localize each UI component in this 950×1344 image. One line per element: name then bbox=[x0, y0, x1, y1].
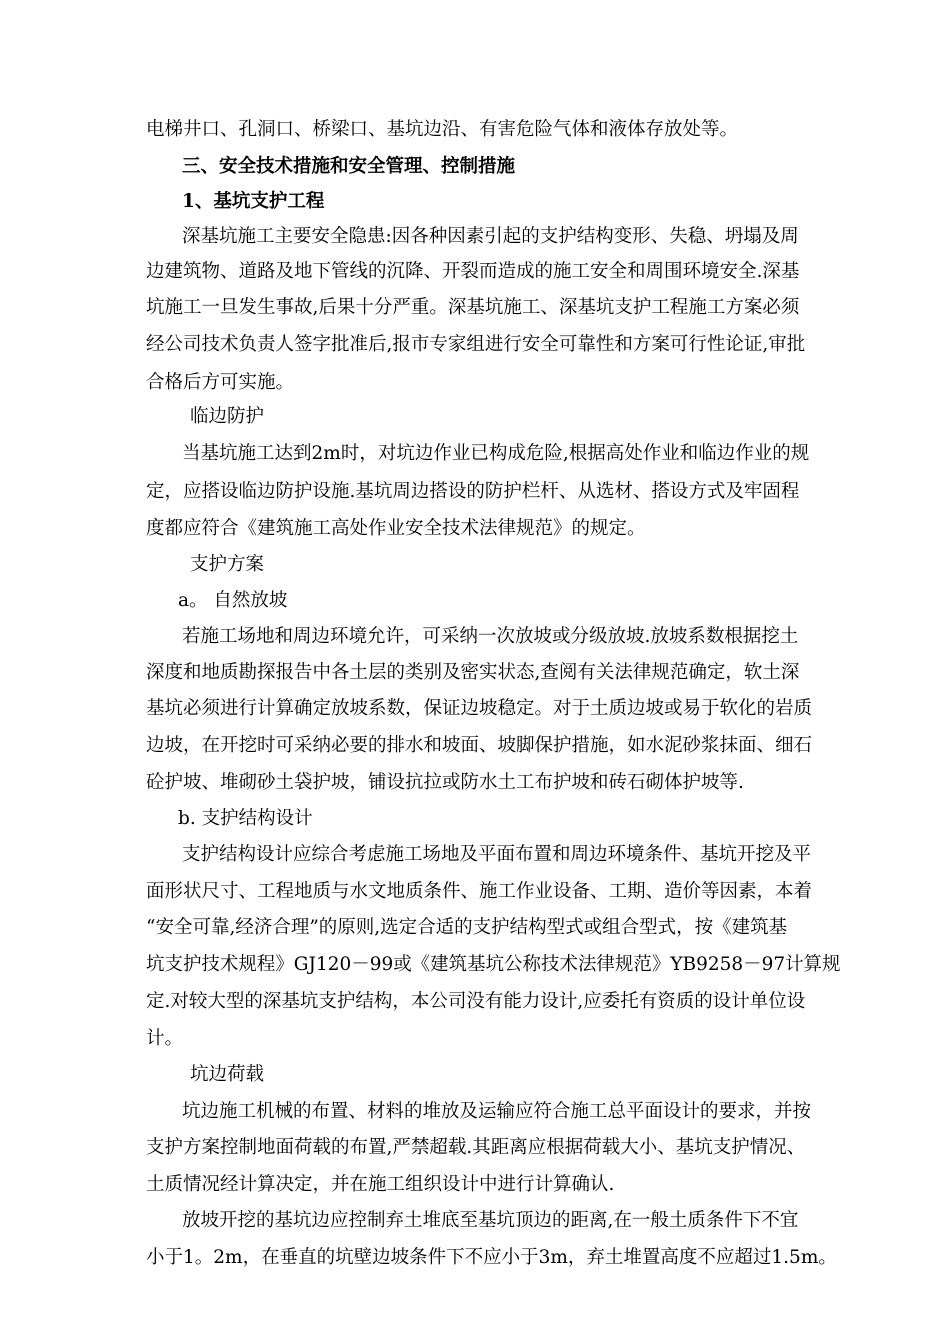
paragraph-line: 放坡开挖的基坑边应控制弃土堆底至基坑顶边的距离,在一般土质条件下不宜 bbox=[182, 1210, 799, 1231]
paragraph-line: 电梯井口、孔洞口、桥梁口、基坑边沿、有害危险气体和液体存放处等。 bbox=[146, 119, 739, 140]
paragraph-line: 土质情况经计算决定，并在施工组织设计中进行计算确认. bbox=[146, 1174, 615, 1195]
paragraph-line: 计。 bbox=[146, 1028, 184, 1049]
paragraph-line: 经公司技术负责人签字批准后,报市专家组进行安全可靠性和方案可行性论证,审批 bbox=[146, 334, 806, 355]
paragraph-line: 小于1。2m，在垂直的坑壁边坡条件下不应小于3m，弃土堆置高度不应超过1.5m。 bbox=[146, 1247, 837, 1268]
paragraph-line: 若施工场地和周边环境允许，可采纳一次放坡或分级放坡.放坡系数根据挖土 bbox=[182, 626, 799, 647]
paragraph-line: 定，应搭设临边防护设施.基坑周边搭设的防护栏杆、从选材、搭设方式及牢固程 bbox=[146, 481, 800, 502]
paragraph-line: 合格后方可实施。 bbox=[146, 372, 295, 393]
paragraph-line: 定.对较大型的深基坑支护结构，本公司没有能力设计,应委托有资质的设计单位设 bbox=[146, 991, 806, 1012]
paragraph-line: 深基坑施工主要安全隐患:因各种因素引起的支护结构变形、失稳、坍塌及周 bbox=[182, 226, 799, 247]
section-heading: 三、安全技术措施和安全管理、控制措施 bbox=[182, 156, 516, 177]
paragraph-line: 砼护坡、堆砌砂土袋护坡，铺设抗拉或防水土工布护坡和砖石砌体护坡等. bbox=[146, 772, 744, 793]
paragraph-line: 支护方案控制地面荷载的布置,严禁超载.其距离应根据荷载大小、基坑支护情况、 bbox=[146, 1137, 806, 1158]
paragraph-line: 度都应符合《建筑施工高处作业安全技术法律规范》的规定。 bbox=[146, 518, 646, 539]
paragraph-line: “安全可靠,经济合理”的原则,选定合适的支护结构型式或组合型式，按《建筑基 bbox=[146, 917, 788, 938]
paragraph-line: 深度和地质勘探报告中各土层的类别及密实状态,查阅有关法律规范确定，软土深 bbox=[146, 662, 800, 683]
subsection-heading: 1、基坑支护工程 bbox=[182, 191, 325, 212]
item-heading: 支护方案 bbox=[190, 554, 265, 575]
item-heading: 坑边荷载 bbox=[190, 1064, 265, 1085]
paragraph-line: 当基坑施工达到2m时，对坑边作业已构成危险,根据高处作业和临边作业的规 bbox=[182, 443, 810, 464]
item-heading: 临边防护 bbox=[190, 406, 265, 427]
paragraph-line: 边建筑物、道路及地下管线的沉降、开裂而造成的施工安全和周围环境安全.深基 bbox=[146, 261, 800, 282]
item-heading: a。 自然放坡 bbox=[178, 590, 288, 611]
paragraph-line: 支护结构设计应综合考虑施工场地及平面布置和周边环境条件、基坑开挖及平 bbox=[182, 844, 812, 865]
item-heading: b. 支护结构设计 bbox=[178, 808, 313, 829]
paragraph-line: 面形状尺寸、工程地质与水文地质条件、施工作业设备、工期、造价等因素，本着 bbox=[146, 881, 813, 902]
paragraph-line: 坑施工一旦发生事故,后果十分严重。深基坑施工、深基坑支护工程施工方案必须 bbox=[146, 297, 800, 318]
paragraph-line: 坑边施工机械的布置、材料的堆放及运输应符合施工总平面设计的要求，并按 bbox=[182, 1101, 812, 1122]
paragraph-line: 边坡，在开挖时可采纳必要的排水和坡面、坡脚保护措施，如水泥砂浆抹面、细石 bbox=[146, 735, 813, 756]
paragraph-line: 坑支护技术规程》GJ120－99或《建筑基坑公称技术法律规范》YB9258－97计算规 bbox=[146, 954, 841, 975]
paragraph-line: 基坑必须进行计算确定放坡系数，保证边坡稳定。对于土质边坡或易于软化的岩质 bbox=[146, 698, 813, 719]
